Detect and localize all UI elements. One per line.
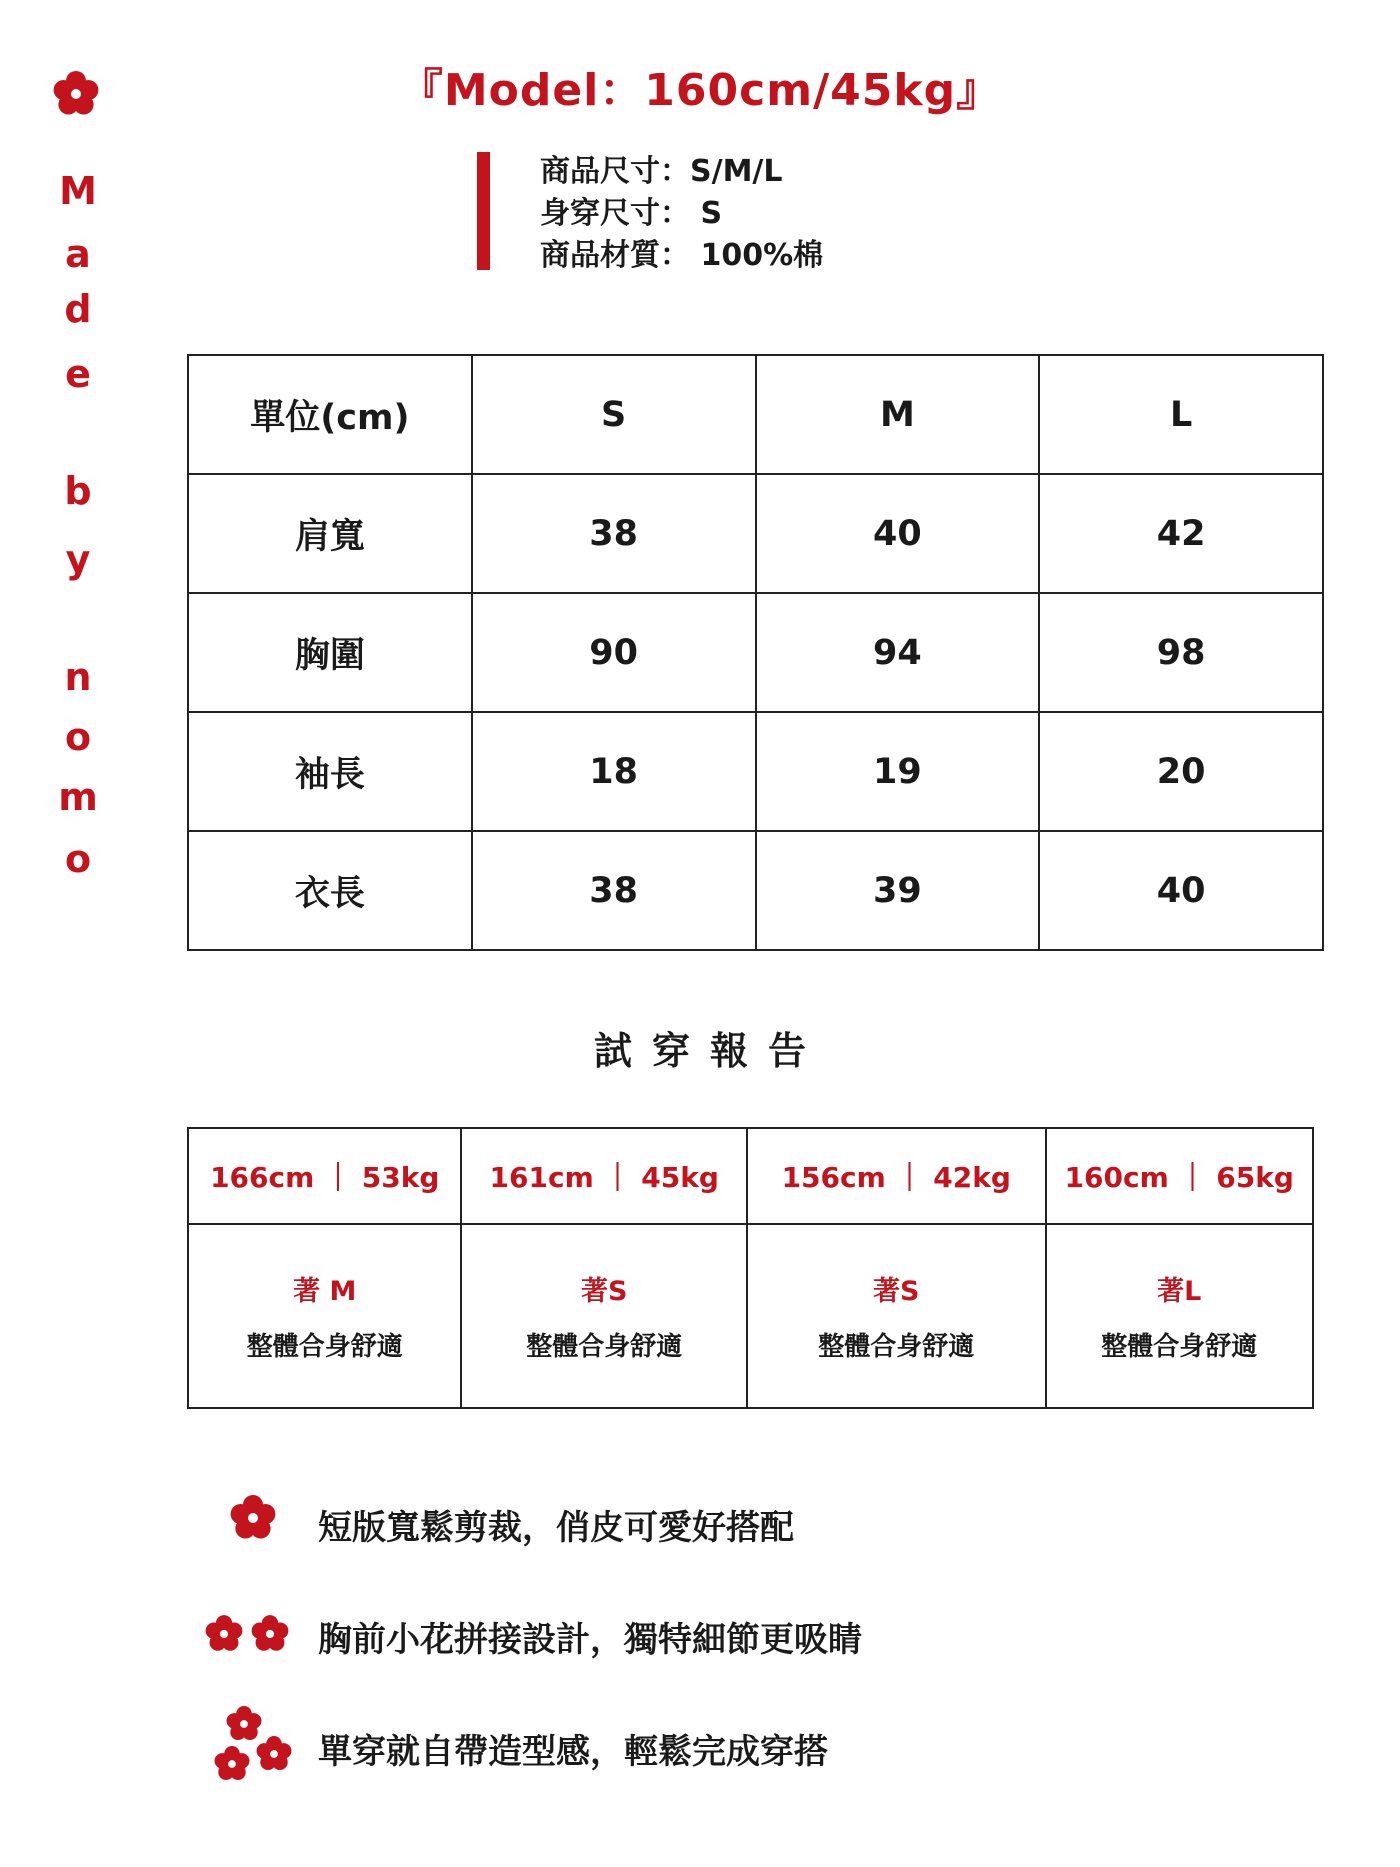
product-size: 商品尺寸：S/M/L (540, 154, 783, 189)
model-title: 『Model：160cm/45kg』 (398, 65, 1002, 116)
material: 商品材質： 100%棉 (540, 238, 824, 273)
fit-report-table (187, 1127, 1314, 1409)
brand-letter: M (59, 169, 97, 213)
table-row (188, 474, 1323, 593)
fit-body-stats: 161cm ｜ 45kg (461, 1128, 747, 1224)
fit-header-row (188, 1128, 1313, 1224)
table-cell: 90 (472, 593, 756, 712)
fit-note: 整體合身舒適 (526, 1332, 683, 1362)
fit-size: 著 M (293, 1276, 357, 1307)
table-cell: 42 (1039, 474, 1323, 593)
table-cell: 18 (472, 712, 756, 831)
brand-letter: d (64, 287, 92, 331)
fit-note: 整體合身舒適 (818, 1332, 975, 1362)
fit-body-stats: 160cm ｜ 65kg (1046, 1128, 1314, 1224)
brand-letter: m (58, 775, 98, 819)
header-cell-l: L (1039, 355, 1323, 474)
table-cell: 39 (756, 831, 1040, 950)
single-flower-icon (225, 1490, 281, 1546)
fit-note: 整體合身舒適 (1101, 1332, 1258, 1362)
fit-size: 著S (873, 1276, 920, 1307)
brand-letter: o (64, 837, 92, 881)
fit-note: 整體合身舒適 (246, 1332, 403, 1362)
table-cell: 19 (756, 712, 1040, 831)
fit-result-cell (1046, 1224, 1314, 1408)
fit-body-stats: 166cm ｜ 53kg (188, 1128, 461, 1224)
brand-letter: a (65, 232, 91, 276)
size-table (187, 354, 1324, 951)
header-cell-s: S (472, 355, 756, 474)
fit-result-row (188, 1224, 1313, 1408)
table-cell: 94 (756, 593, 1040, 712)
brand-letter: b (64, 469, 92, 513)
table-cell: 38 (472, 474, 756, 593)
feature-item: 短版寬鬆剪裁，俏皮可愛好搭配 (318, 1508, 794, 1548)
table-cell: 98 (1039, 593, 1323, 712)
fit-size: 著S (581, 1276, 628, 1307)
row-label: 肩寬 (188, 474, 472, 593)
double-flower-icon (200, 1610, 296, 1658)
row-label: 袖長 (188, 712, 472, 831)
fit-size: 著L (1157, 1276, 1202, 1307)
brand-letter: y (65, 537, 91, 581)
table-cell: 20 (1039, 712, 1323, 831)
header-cell-unit: 單位(cm) (188, 355, 472, 474)
accent-bar (477, 152, 490, 270)
fit-result-cell (747, 1224, 1046, 1408)
fit-body-stats: 156cm ｜ 42kg (747, 1128, 1046, 1224)
brand-letter: o (64, 715, 92, 759)
fit-result-cell (188, 1224, 461, 1408)
table-cell: 40 (756, 474, 1040, 593)
feature-item: 胸前小花拼接設計，獨特細節更吸睛 (318, 1620, 862, 1660)
table-row (188, 593, 1323, 712)
report-title: 試穿報告 (593, 1029, 826, 1073)
table-cell: 40 (1039, 831, 1323, 950)
brand-letter: n (64, 655, 92, 699)
table-row (188, 831, 1323, 950)
row-label: 衣長 (188, 831, 472, 950)
fit-result-cell (461, 1224, 747, 1408)
table-cell: 38 (472, 831, 756, 950)
table-row (188, 712, 1323, 831)
row-label: 胸圍 (188, 593, 472, 712)
header-cell-m: M (756, 355, 1040, 474)
table-header-row (188, 355, 1323, 474)
triple-flower-icon (208, 1702, 298, 1792)
feature-item: 單穿就自帶造型感，輕鬆完成穿搭 (318, 1732, 828, 1772)
brand-letter: e (65, 352, 91, 396)
worn-size: 身穿尺寸： S (540, 196, 723, 231)
